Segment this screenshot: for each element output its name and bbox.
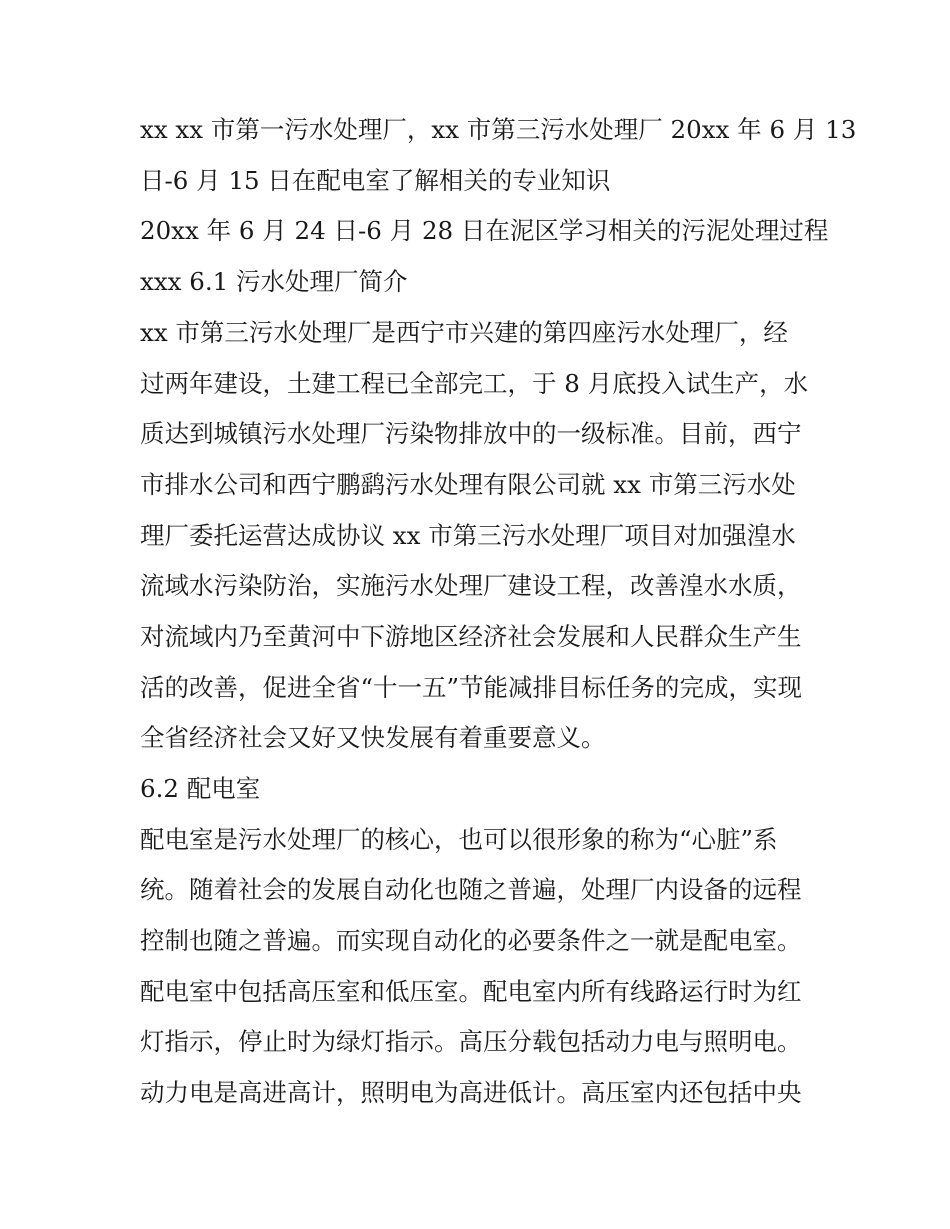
text-line: 对流域内乃至黄河中下游地区经济社会发展和人民群众生产生 [140,622,802,651]
text-line: 日-6 月 15 日在配电室了解相关的专业知识 [140,166,611,195]
text-line: 市排水公司和西宁鹏鹞污水处理有限公司就 xx 市第三污水处 [140,470,796,499]
section-heading: xxx 6.1 污水处理厂简介 [140,267,408,296]
text-line: 质达到城镇污水处理厂污染物排放中的一级标准。目前，西宁 [140,419,802,448]
text-line: xx 市第三污水处理厂是西宁市兴建的第四座污水处理厂，经 [140,318,788,347]
text-line: 配电室中包括高压室和低压室。配电室内所有线路运行时为红 [140,977,802,1006]
text-line: 理厂委托运营达成协议 xx 市第三污水处理厂项目对加强湟水 [140,521,796,550]
text-line: 灯指示，停止时为绿灯指示。高压分载包括动力电与照明电。 [140,1027,802,1056]
section-heading: 6.2 配电室 [140,774,261,803]
text-line: 配电室是污水处理厂的核心，也可以很形象的称为“心脏”系 [140,825,778,854]
text-line: xx xx 市第一污水处理厂，xx 市第三污水处理厂 20xx 年 6 月 13 [140,115,857,144]
text-line: 统。随着社会的发展自动化也随之普遍，处理厂内设备的远程 [140,875,802,904]
text-line: 动力电是高进高计，照明电为高进低计。高压室内还包括中央 [140,1078,802,1107]
text-line: 控制也随之普遍。而实现自动化的必要条件之一就是配电室。 [140,926,802,955]
text-line: 全省经济社会又好又快发展有着重要意义。 [140,723,606,752]
text-line: 流域水污染防治，实施污水处理厂建设工程，改善湟水水质， [140,571,802,600]
text-line: 20xx 年 6 月 24 日-6 月 28 日在泥区学习相关的污泥处理过程 [140,216,829,245]
text-line: 过两年建设，土建工程已全部完工，于 8 月底投入试生产，水 [140,369,809,398]
text-line: 活的改善，促进全省“十一五”节能减排目标任务的完成，实现 [140,673,803,702]
